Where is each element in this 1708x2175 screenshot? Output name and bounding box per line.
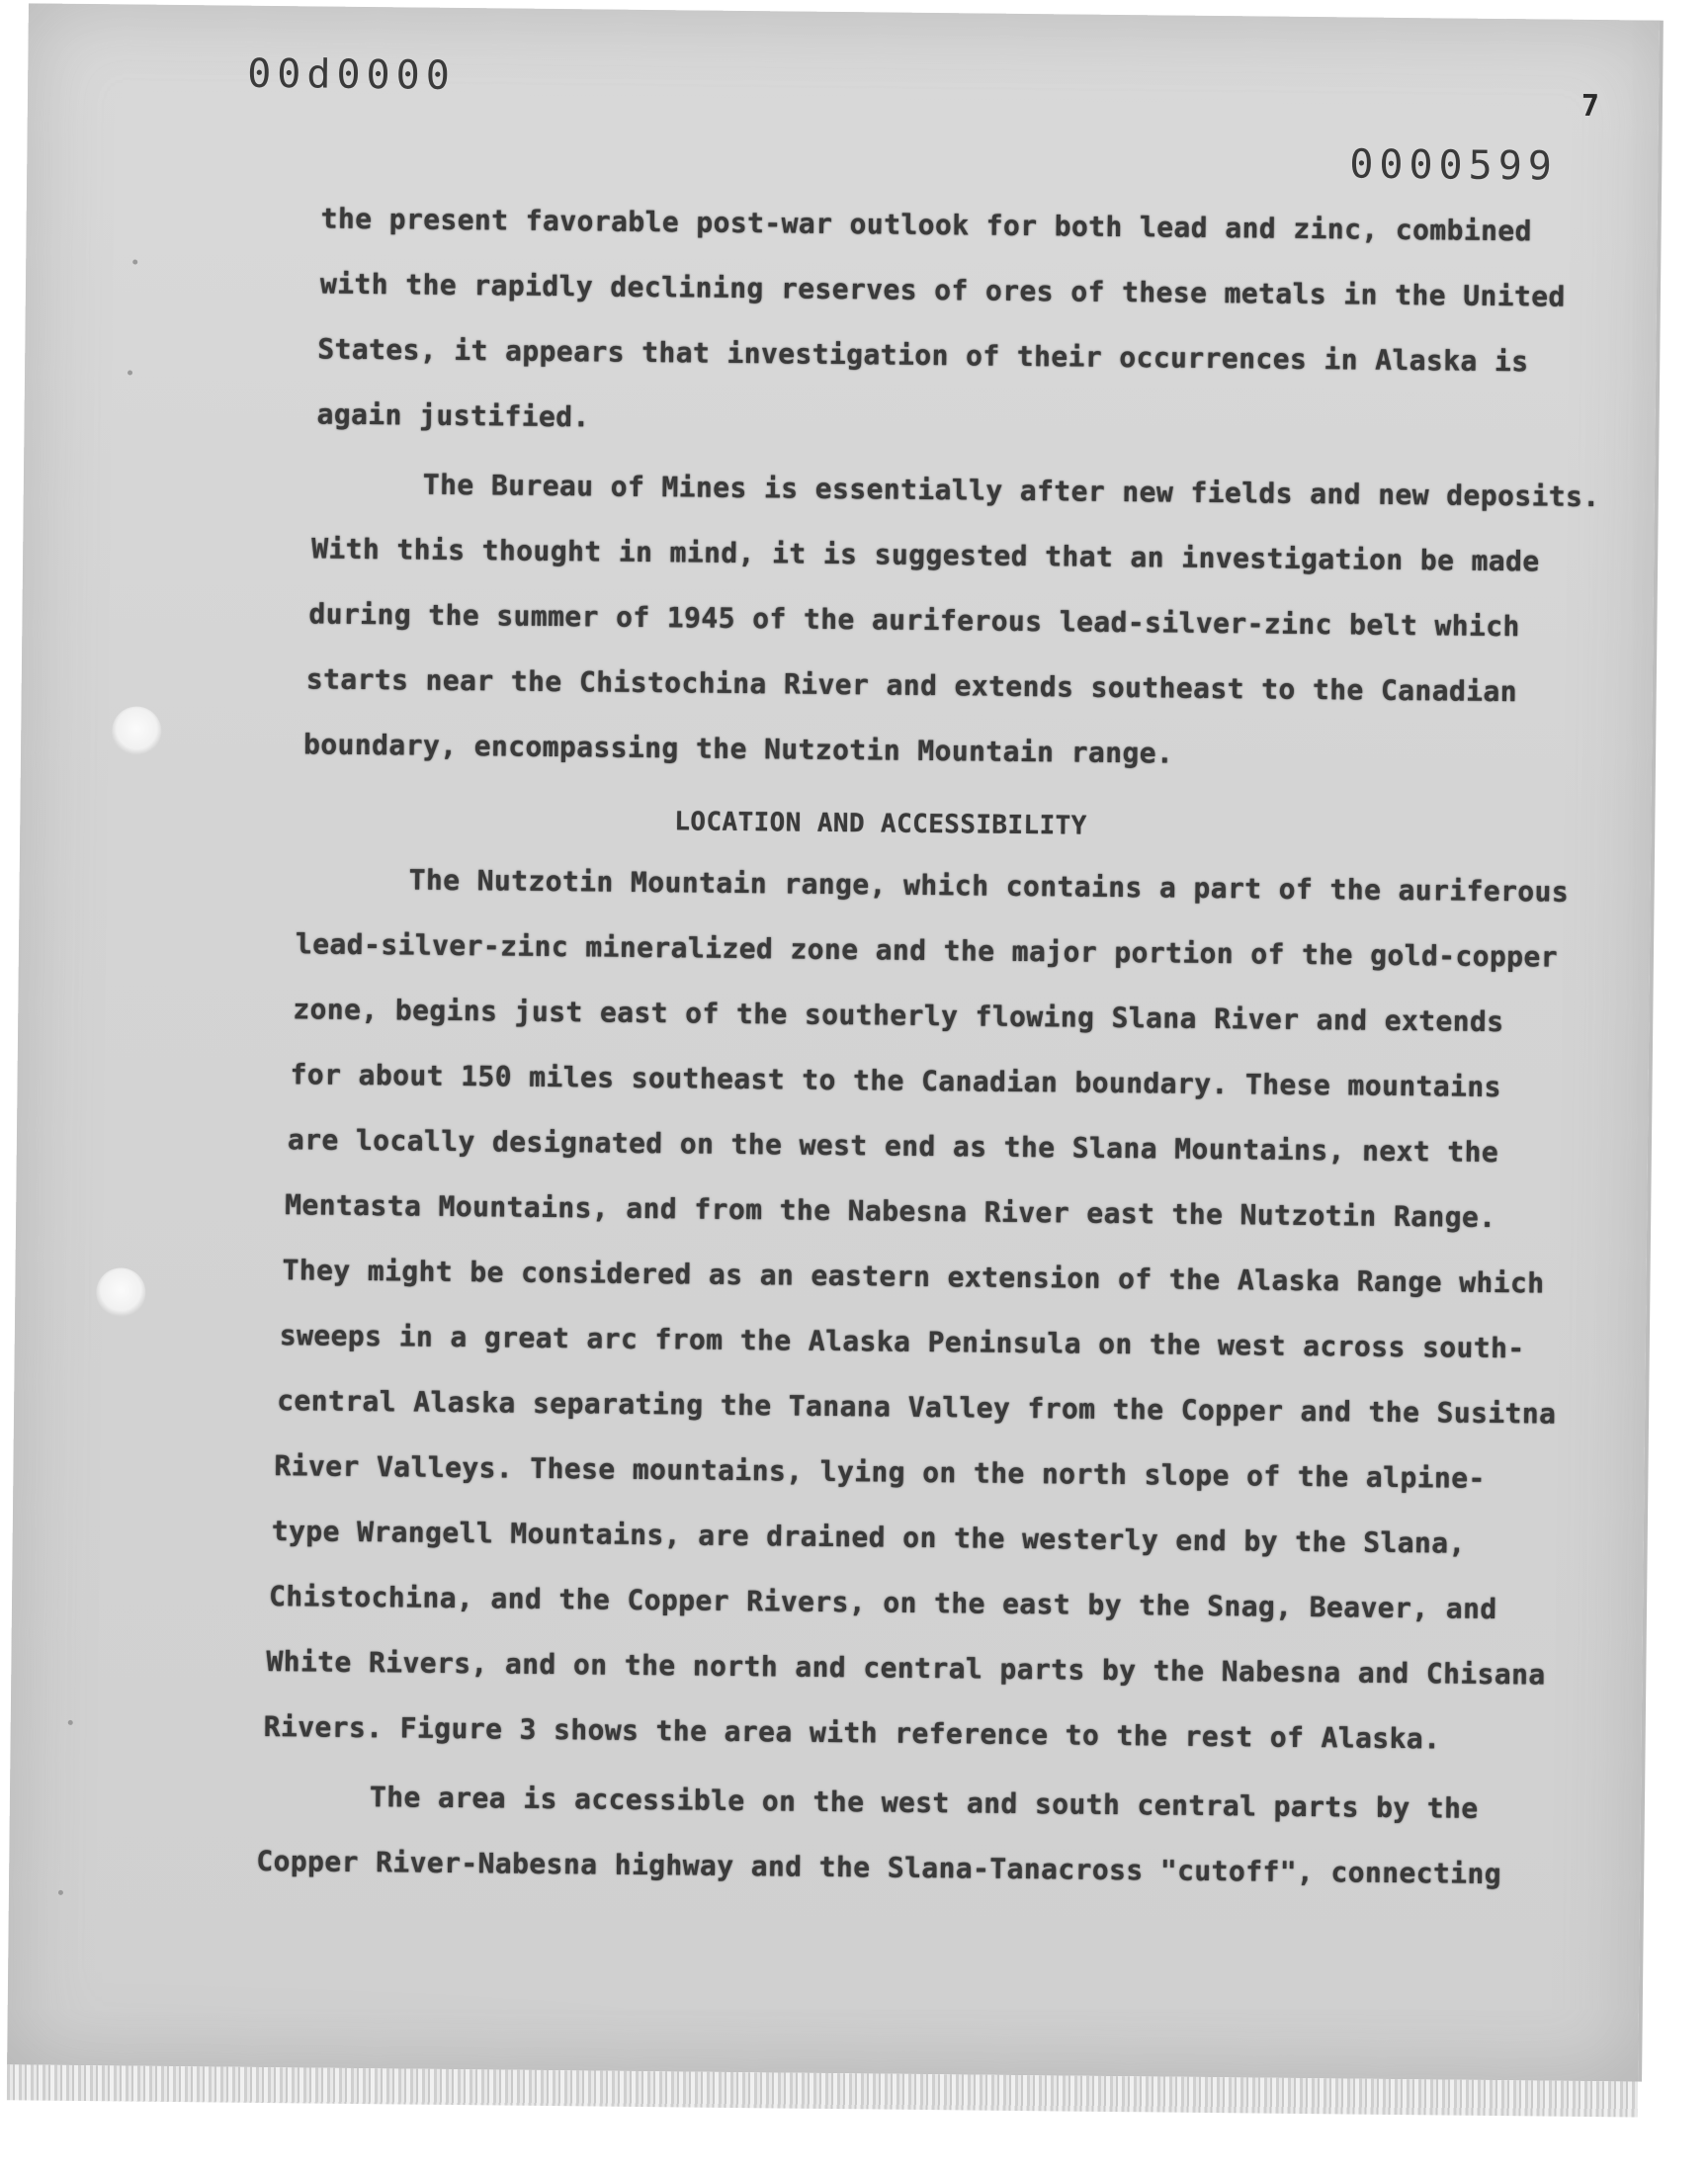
page-number: 7: [1580, 88, 1600, 125]
text-line: With this thought in mind, it is suggested that an investigation be made: [311, 532, 1540, 578]
document-stamp-top-right: 0000599: [1349, 141, 1559, 190]
text-line: type Wrangell Mountains, are drained on the westerly end by the Slana,: [271, 1515, 1466, 1560]
text-line: zone, begins just east of the southerly flowing Slana River and extends: [293, 993, 1504, 1039]
text-line: sweeps in a great arc from the Alaska Peninsula on the west across south-: [279, 1319, 1525, 1365]
text-line: The area is accessible on the west and south central parts by the: [369, 1781, 1479, 1825]
paper-speck: [58, 1890, 63, 1895]
text-line: again justified.: [316, 397, 590, 434]
section-heading: LOCATION AND ACCESSIBILITY: [674, 807, 1087, 841]
document-page: [7, 3, 1664, 2081]
paper-speck: [68, 1720, 73, 1725]
text-line: for about 150 miles southeast to the Canadian boundary. These mountains: [290, 1058, 1502, 1104]
text-line: Copper River-Nabesna highway and the Slana-Tanacross "cutoff", connecting: [256, 1844, 1502, 1891]
text-line: The Bureau of Mines is essentially after new fields and new deposits.: [422, 468, 1600, 514]
text-line: boundary, encompassing the Nutzotin Mountain range.: [302, 728, 1174, 770]
text-line: States, it appears that investigation of their occurrences in Alaska is: [317, 332, 1529, 379]
text-line: They might be considered as an eastern extension of the Alaska Range which: [282, 1254, 1545, 1300]
punch-hole-lower: [96, 1267, 146, 1318]
text-line: Rivers. Figure 3 shows the area with reference to the rest of Alaska.: [263, 1709, 1441, 1756]
text-line: Chistochina, and the Copper Rivers, on the east by the Snag, Beaver, and: [268, 1580, 1497, 1626]
punch-hole-upper: [112, 706, 162, 756]
text-line: central Alaska separating the Tanana Valley from the Copper and the Susitna: [277, 1384, 1557, 1431]
text-line: The Nutzotin Mountain range, which contains a part of the auriferous: [408, 863, 1570, 909]
text-line: are locally designated on the west end as the Slana Mountains, next the: [287, 1123, 1499, 1170]
text-line: starts near the Chistochina River and extends southeast to the Canadian: [305, 662, 1518, 709]
paper-speck: [128, 370, 132, 375]
scan-artifact-band: [7, 2064, 1638, 2117]
text-line: the present favorable post-war outlook for both lead and zinc, combined: [320, 202, 1533, 248]
paper-speck: [132, 260, 137, 265]
text-line: lead-silver-zinc mineralized zone and the major portion of the gold-copper: [295, 927, 1559, 974]
text-line: with the rapidly declining reserves of ores of these metals in the United: [319, 267, 1566, 313]
text-line: White Rivers, and on the north and central parts by the Nabesna and Chisana: [266, 1645, 1546, 1692]
document-stamp-top-left: 00d0000: [246, 50, 457, 99]
text-line: River Valleys. These mountains, lying on the north slope of the alpine-: [274, 1449, 1486, 1495]
text-line: during the summer of 1945 of the auriferous lead-silver-zinc belt which: [308, 597, 1520, 644]
text-line: Mentasta Mountains, and from the Nabesna River east the Nutzotin Range.: [285, 1188, 1496, 1235]
